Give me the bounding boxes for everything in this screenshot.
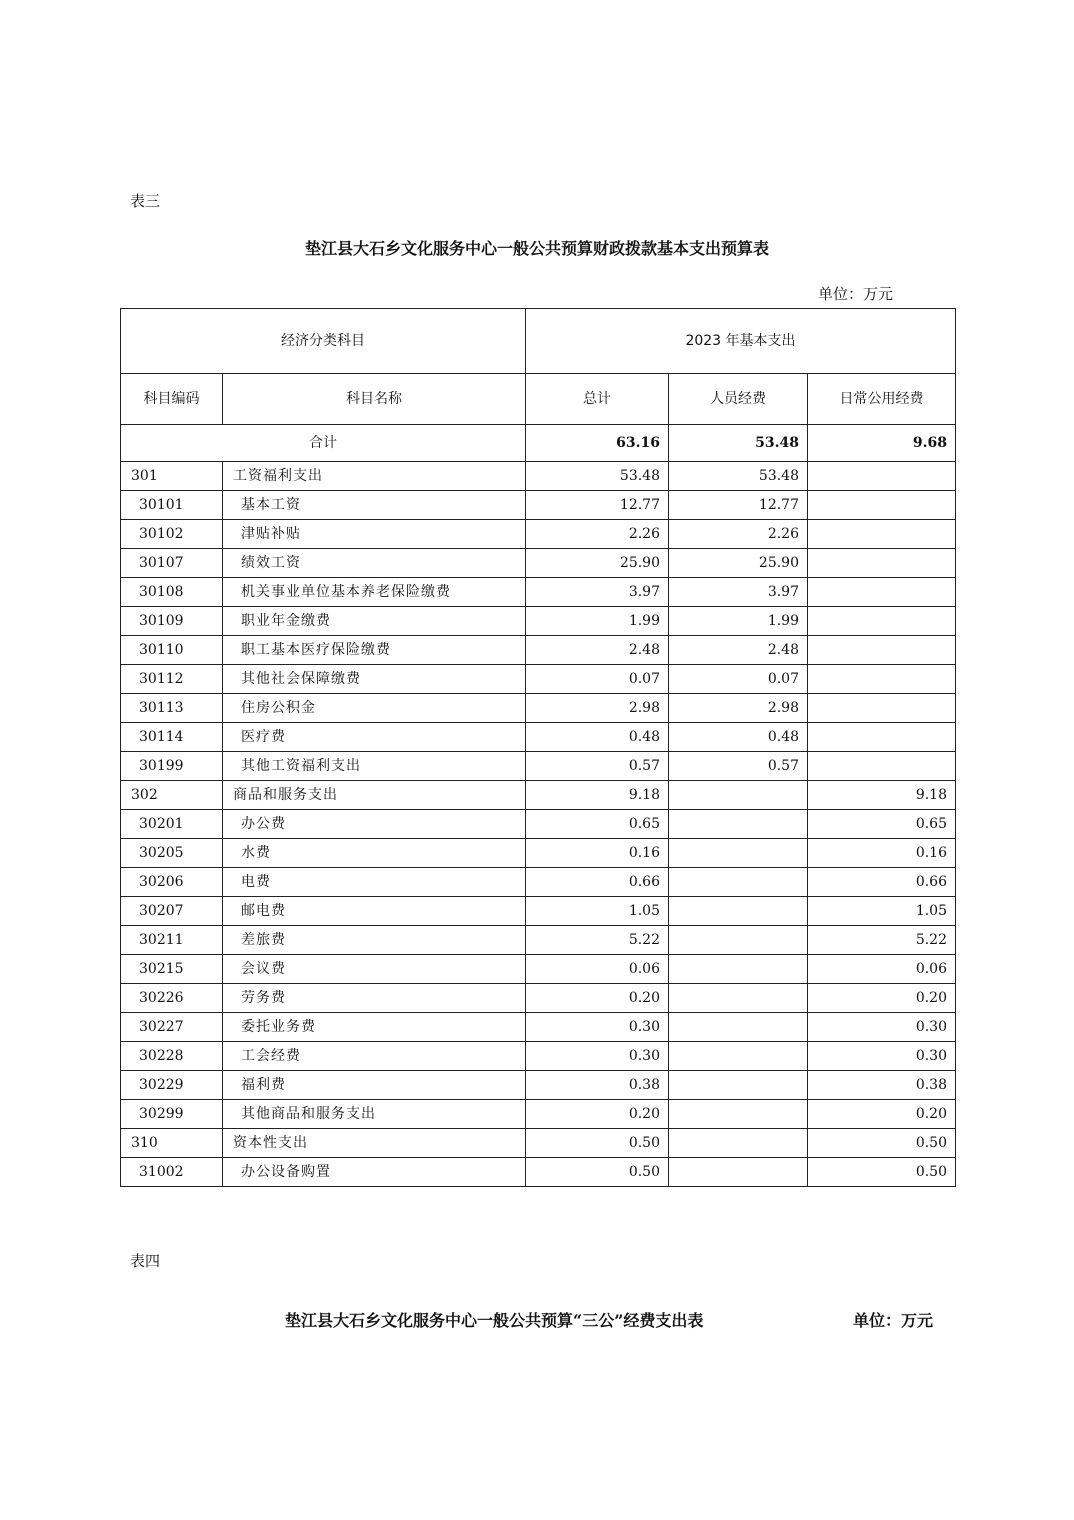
table4-label: 表四 [130,1252,161,1270]
row-personnel [669,984,808,1013]
row-name: 其他工资福利支出 [223,752,526,781]
row-personnel: 2.26 [669,520,808,549]
table-row [121,578,956,607]
row-public: 1.05 [808,897,956,926]
row-total: 2.98 [526,694,669,723]
row-code: 30206 [121,868,223,897]
row-name: 水费 [223,839,526,868]
row-total: 0.50 [526,1129,669,1158]
row-public: 0.38 [808,1071,956,1100]
row-public: 0.30 [808,1013,956,1042]
table-row [121,665,956,694]
row-code: 30215 [121,955,223,984]
row-personnel [669,897,808,926]
table4-unit: 单位：万元 [853,1311,934,1330]
row-name: 工会经费 [223,1042,526,1071]
row-public [808,694,956,723]
row-personnel: 0.57 [669,752,808,781]
row-code: 30211 [121,926,223,955]
row-total: 0.30 [526,1013,669,1042]
row-code: 30110 [121,636,223,665]
row-total: 25.90 [526,549,669,578]
table-row [121,984,956,1013]
row-personnel [669,926,808,955]
table3-title: 垫江县大石乡文化服务中心一般公共预算财政拨款基本支出预算表 [304,239,769,258]
header-year-expense: 2023 年基本支出 [526,309,956,374]
row-public [808,636,956,665]
table-row [121,781,956,810]
table-row [121,1158,956,1187]
row-public: 0.20 [808,984,956,1013]
row-code: 30229 [121,1071,223,1100]
row-personnel [669,868,808,897]
row-public: 9.18 [808,781,956,810]
row-code: 30205 [121,839,223,868]
row-personnel: 25.90 [669,549,808,578]
row-personnel: 2.98 [669,694,808,723]
row-name: 机关事业单位基本养老保险缴费 [223,578,526,607]
row-code: 30207 [121,897,223,926]
table-row [121,839,956,868]
table-row [121,897,956,926]
table-row [121,810,956,839]
row-name: 职业年金缴费 [223,607,526,636]
table-row [121,1129,956,1158]
table3-unit: 单位：万元 [818,285,894,303]
row-public [808,578,956,607]
row-code: 30101 [121,491,223,520]
row-total: 0.06 [526,955,669,984]
row-public [808,549,956,578]
row-code: 30112 [121,665,223,694]
row-public: 0.06 [808,955,956,984]
row-code: 30226 [121,984,223,1013]
row-personnel [669,1129,808,1158]
table-row [121,1100,956,1129]
table3-label: 表三 [130,192,161,210]
row-code: 30107 [121,549,223,578]
row-public: 0.50 [808,1129,956,1158]
row-public [808,607,956,636]
total-public: 9.68 [808,425,956,462]
row-personnel [669,781,808,810]
table-row [121,636,956,665]
row-total: 12.77 [526,491,669,520]
table-row [121,694,956,723]
row-public: 0.65 [808,810,956,839]
row-total: 0.65 [526,810,669,839]
row-public [808,665,956,694]
total-personnel: 53.48 [669,425,808,462]
row-total: 0.66 [526,868,669,897]
table-row [121,549,956,578]
row-code: 30299 [121,1100,223,1129]
row-total: 0.20 [526,1100,669,1129]
row-name: 委托业务费 [223,1013,526,1042]
budget-table [120,308,956,1187]
row-total: 0.30 [526,1042,669,1071]
row-name: 工资福利支出 [223,462,526,491]
table-row [121,462,956,491]
row-code: 30201 [121,810,223,839]
row-total: 9.18 [526,781,669,810]
total-row [121,425,956,462]
row-personnel: 3.97 [669,578,808,607]
table-row [121,491,956,520]
row-public [808,462,956,491]
table4-title: 垫江县大石乡文化服务中心一般公共预算“三公”经费支出表 [285,1311,704,1330]
row-name: 住房公积金 [223,694,526,723]
row-personnel [669,1013,808,1042]
row-name: 资本性支出 [223,1129,526,1158]
row-code: 302 [121,781,223,810]
row-name: 其他社会保障缴费 [223,665,526,694]
row-name: 会议费 [223,955,526,984]
table-row [121,752,956,781]
header-public: 日常公用经费 [808,374,956,425]
row-personnel [669,1071,808,1100]
row-public: 0.16 [808,839,956,868]
row-personnel [669,810,808,839]
row-code: 30228 [121,1042,223,1071]
row-name: 津贴补贴 [223,520,526,549]
row-code: 30108 [121,578,223,607]
row-total: 1.99 [526,607,669,636]
row-total: 0.16 [526,839,669,868]
row-total: 3.97 [526,578,669,607]
row-personnel: 0.48 [669,723,808,752]
row-personnel: 0.07 [669,665,808,694]
row-code: 30109 [121,607,223,636]
table-row [121,723,956,752]
row-public [808,723,956,752]
table-row [121,520,956,549]
row-name: 绩效工资 [223,549,526,578]
row-name: 办公设备购置 [223,1158,526,1187]
table-row [121,926,956,955]
row-total: 0.38 [526,1071,669,1100]
row-public: 0.50 [808,1158,956,1187]
row-personnel [669,1158,808,1187]
row-total: 0.07 [526,665,669,694]
row-code: 30199 [121,752,223,781]
row-total: 2.48 [526,636,669,665]
header-code: 科目编码 [121,374,223,425]
row-name: 职工基本医疗保险缴费 [223,636,526,665]
total-label: 合计 [121,425,526,462]
table-row [121,1042,956,1071]
row-code: 30102 [121,520,223,549]
row-name: 基本工资 [223,491,526,520]
row-total: 0.57 [526,752,669,781]
row-code: 310 [121,1129,223,1158]
table-row [121,1013,956,1042]
row-personnel: 53.48 [669,462,808,491]
table-row [121,868,956,897]
row-name: 差旅费 [223,926,526,955]
row-name: 医疗费 [223,723,526,752]
row-public: 0.66 [808,868,956,897]
row-public: 0.30 [808,1042,956,1071]
row-public [808,752,956,781]
row-personnel: 1.99 [669,607,808,636]
row-personnel: 12.77 [669,491,808,520]
table-row [121,955,956,984]
row-personnel [669,955,808,984]
row-personnel [669,1100,808,1129]
header-name: 科目名称 [223,374,526,425]
row-total: 0.48 [526,723,669,752]
row-code: 301 [121,462,223,491]
row-total: 0.50 [526,1158,669,1187]
row-public [808,491,956,520]
row-name: 邮电费 [223,897,526,926]
row-total: 2.26 [526,520,669,549]
row-code: 30227 [121,1013,223,1042]
header-econ-category: 经济分类科目 [121,309,526,374]
header-personnel: 人员经费 [669,374,808,425]
row-name: 福利费 [223,1071,526,1100]
row-name: 电费 [223,868,526,897]
header-row-1 [121,309,956,374]
row-total: 53.48 [526,462,669,491]
row-total: 1.05 [526,897,669,926]
row-code: 30113 [121,694,223,723]
row-name: 办公费 [223,810,526,839]
row-name: 劳务费 [223,984,526,1013]
row-code: 30114 [121,723,223,752]
row-public [808,520,956,549]
table-row [121,1071,956,1100]
row-public: 0.20 [808,1100,956,1129]
row-code: 31002 [121,1158,223,1187]
row-total: 5.22 [526,926,669,955]
header-total: 总计 [526,374,669,425]
header-row-2 [121,374,956,425]
row-name: 其他商品和服务支出 [223,1100,526,1129]
row-total: 0.20 [526,984,669,1013]
total-all: 63.16 [526,425,669,462]
row-personnel [669,839,808,868]
row-name: 商品和服务支出 [223,781,526,810]
table-row [121,607,956,636]
row-personnel: 2.48 [669,636,808,665]
row-public: 5.22 [808,926,956,955]
row-personnel [669,1042,808,1071]
